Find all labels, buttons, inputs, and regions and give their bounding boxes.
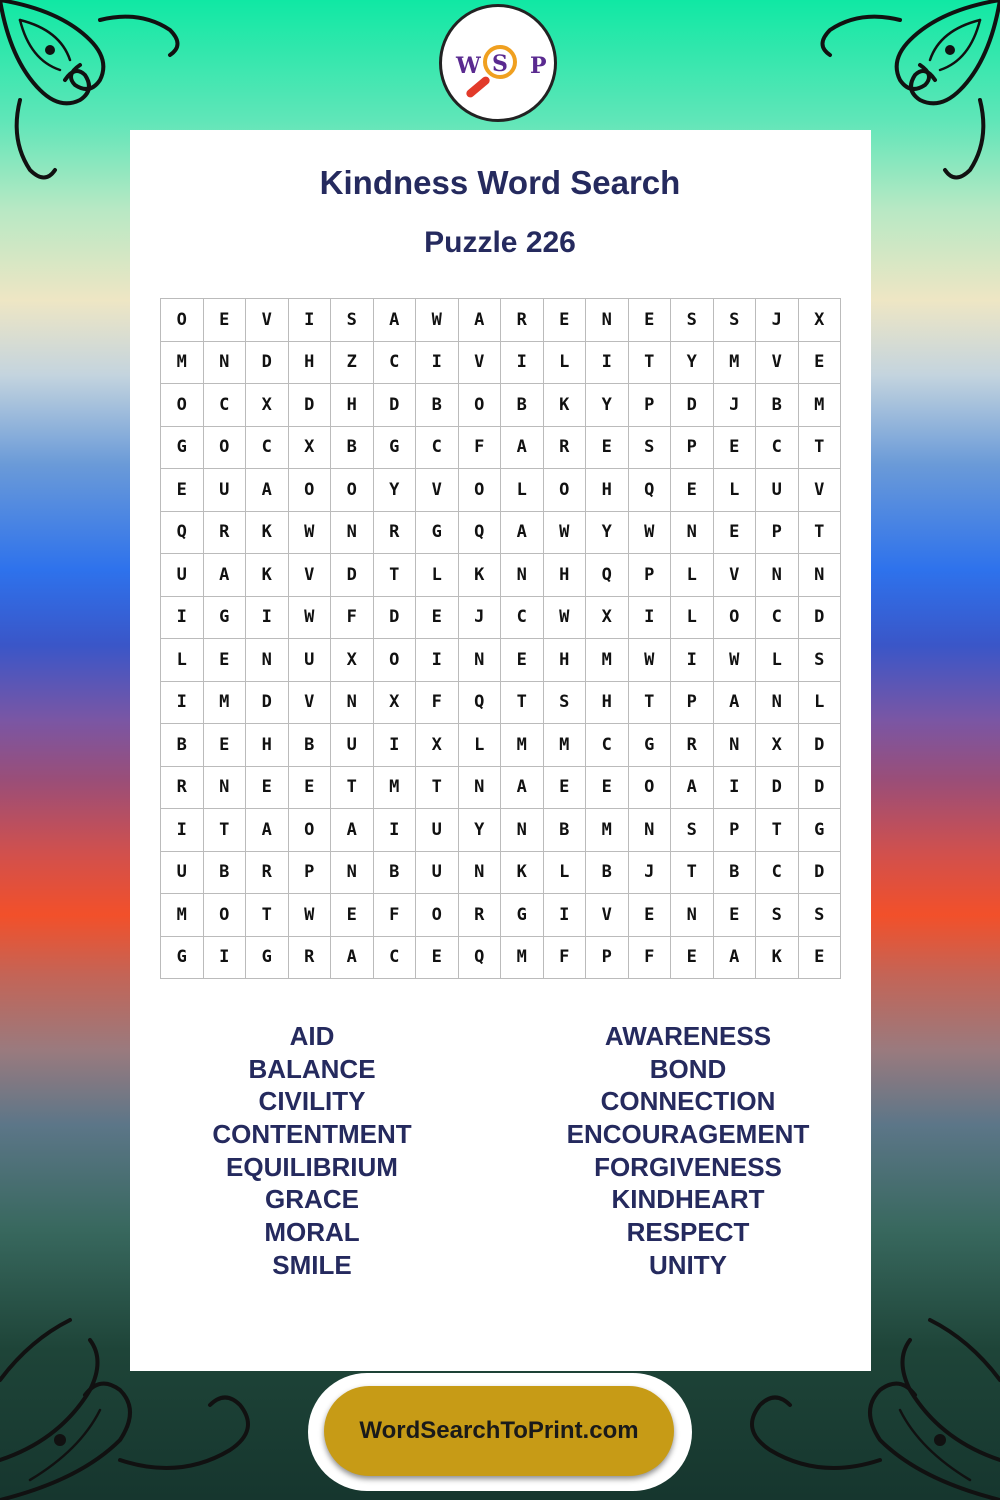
puzzle-number: Puzzle 226 — [424, 226, 576, 259]
grid-cell[interactable]: K — [246, 512, 289, 555]
grid-cell[interactable]: M — [799, 384, 842, 427]
grid-cell[interactable]: M — [374, 767, 417, 810]
word-list-left — [152, 1020, 472, 1282]
grid-cell[interactable]: E — [671, 469, 714, 512]
grid-cell[interactable]: I — [161, 682, 204, 725]
grid-cell[interactable]: U — [416, 809, 459, 852]
grid-cell[interactable]: O — [714, 597, 757, 640]
grid-cell[interactable]: N — [331, 852, 374, 895]
grid-cell[interactable]: E — [246, 767, 289, 810]
grid-cell[interactable]: N — [204, 767, 247, 810]
grid-cell[interactable]: H — [544, 639, 587, 682]
grid-cell[interactable]: O — [204, 427, 247, 470]
grid-cell[interactable]: J — [629, 852, 672, 895]
grid-cell[interactable]: W — [289, 512, 332, 555]
grid-cell[interactable]: N — [459, 639, 502, 682]
grid-cell[interactable]: X — [416, 724, 459, 767]
word-list-item: SMILE — [272, 1249, 352, 1280]
word-list-item: CONNECTION — [600, 1086, 776, 1117]
grid-cell[interactable]: O — [544, 469, 587, 512]
grid-cell[interactable]: N — [459, 767, 502, 810]
grid-cell[interactable]: E — [331, 894, 374, 937]
word-list-item: CONTENTMENT — [212, 1119, 412, 1150]
grid-cell[interactable]: T — [331, 767, 374, 810]
grid-cell[interactable]: D — [246, 682, 289, 725]
grid-cell[interactable]: B — [501, 384, 544, 427]
grid-cell[interactable]: I — [586, 342, 629, 385]
grid-cell[interactable]: P — [289, 852, 332, 895]
grid-cell[interactable]: U — [756, 469, 799, 512]
grid-cell[interactable]: T — [799, 427, 842, 470]
grid-cell[interactable]: B — [289, 724, 332, 767]
site-link-button[interactable]: WordSearchToPrint.com — [324, 1386, 674, 1476]
grid-cell[interactable]: D — [374, 597, 417, 640]
grid-cell[interactable]: U — [331, 724, 374, 767]
grid-cell[interactable]: D — [246, 342, 289, 385]
grid-cell[interactable]: O — [204, 894, 247, 937]
grid-cell[interactable]: A — [501, 767, 544, 810]
grid-cell[interactable]: N — [714, 724, 757, 767]
grid-cell[interactable]: X — [374, 682, 417, 725]
grid-cell[interactable]: A — [671, 767, 714, 810]
grid-cell[interactable]: H — [544, 554, 587, 597]
grid-cell[interactable]: W — [629, 639, 672, 682]
word-list-item: AID — [289, 1021, 335, 1051]
grid-cell[interactable]: L — [671, 554, 714, 597]
grid-cell[interactable]: Y — [586, 512, 629, 555]
grid-cell[interactable]: W — [629, 512, 672, 555]
grid-cell[interactable]: C — [756, 597, 799, 640]
grid-cell[interactable]: M — [501, 724, 544, 767]
grid-cell[interactable]: T — [246, 894, 289, 937]
grid-cell[interactable]: D — [671, 384, 714, 427]
grid-cell[interactable]: A — [204, 554, 247, 597]
logo-letter-s: S — [492, 51, 508, 77]
grid-cell[interactable]: I — [714, 767, 757, 810]
grid-cell[interactable]: S — [544, 682, 587, 725]
grid-cell[interactable]: I — [161, 597, 204, 640]
grid-cell[interactable]: C — [756, 852, 799, 895]
grid-cell[interactable]: S — [714, 299, 757, 342]
grid-cell[interactable]: O — [374, 639, 417, 682]
grid-cell[interactable]: N — [756, 682, 799, 725]
grid-cell[interactable]: C — [416, 427, 459, 470]
grid-cell[interactable]: U — [161, 852, 204, 895]
grid-cell[interactable]: M — [204, 682, 247, 725]
grid-cell[interactable]: O — [459, 384, 502, 427]
grid-cell[interactable]: D — [799, 767, 842, 810]
grid-cell[interactable]: X — [756, 724, 799, 767]
word-list-item: RESPECT — [626, 1217, 750, 1248]
grid-cell[interactable]: U — [289, 639, 332, 682]
grid-cell[interactable]: B — [204, 852, 247, 895]
grid-cell[interactable]: B — [331, 427, 374, 470]
word-list-item: GRACE — [265, 1184, 359, 1215]
word-list-item: ENCOURAGEMENT — [566, 1119, 810, 1150]
grid-cell[interactable]: G — [246, 937, 289, 980]
grid-cell[interactable]: T — [374, 554, 417, 597]
grid-cell[interactable]: N — [501, 809, 544, 852]
grid-cell[interactable]: W — [416, 299, 459, 342]
grid-cell[interactable]: G — [416, 512, 459, 555]
grid-cell[interactable]: M — [586, 639, 629, 682]
grid-cell[interactable]: A — [501, 512, 544, 555]
grid-cell[interactable]: V — [289, 682, 332, 725]
grid-cell[interactable]: P — [629, 554, 672, 597]
grid-cell[interactable]: E — [586, 767, 629, 810]
grid-cell[interactable]: T — [501, 682, 544, 725]
grid-cell[interactable]: R — [671, 724, 714, 767]
grid-cell[interactable]: S — [629, 427, 672, 470]
grid-cell[interactable]: B — [714, 852, 757, 895]
grid-cell[interactable]: T — [756, 809, 799, 852]
logo-letter-w: W — [456, 53, 481, 79]
grid-cell[interactable]: V — [246, 299, 289, 342]
grid-cell[interactable]: E — [416, 597, 459, 640]
grid-cell[interactable]: I — [501, 342, 544, 385]
grid-cell[interactable]: Q — [586, 554, 629, 597]
grid-cell[interactable]: L — [501, 469, 544, 512]
grid-cell[interactable]: S — [331, 299, 374, 342]
grid-cell[interactable]: Y — [459, 809, 502, 852]
word-list-item: KINDHEART — [611, 1184, 765, 1215]
grid-cell[interactable]: N — [331, 682, 374, 725]
grid-cell[interactable]: M — [714, 342, 757, 385]
grid-cell[interactable]: V — [799, 469, 842, 512]
grid-cell[interactable]: E — [714, 427, 757, 470]
grid-cell[interactable]: E — [161, 469, 204, 512]
word-list-item: FORGIVENESS — [594, 1151, 782, 1182]
grid-cell[interactable]: R — [459, 894, 502, 937]
grid-cell[interactable]: R — [374, 512, 417, 555]
grid-cell[interactable]: O — [629, 767, 672, 810]
grid-cell[interactable]: F — [374, 894, 417, 937]
grid-cell[interactable]: F — [331, 597, 374, 640]
page-title: Kindness Word Search — [319, 164, 681, 201]
grid-cell[interactable]: E — [544, 767, 587, 810]
grid-cell[interactable]: S — [799, 894, 842, 937]
grid-cell[interactable]: B — [374, 852, 417, 895]
site-logo[interactable] — [439, 4, 557, 122]
word-list-item: EQUILIBRIUM — [226, 1151, 398, 1182]
grid-cell[interactable]: G — [204, 597, 247, 640]
grid-cell[interactable]: H — [246, 724, 289, 767]
grid-cell[interactable]: D — [289, 384, 332, 427]
grid-cell[interactable]: L — [459, 724, 502, 767]
grid-cell[interactable]: Y — [671, 342, 714, 385]
grid-cell[interactable]: A — [374, 299, 417, 342]
grid-cell[interactable]: N — [331, 512, 374, 555]
grid-cell[interactable]: Q — [161, 512, 204, 555]
grid-cell[interactable]: A — [714, 682, 757, 725]
grid-cell[interactable]: G — [799, 809, 842, 852]
grid-cell[interactable]: Z — [331, 342, 374, 385]
grid-cell[interactable]: S — [756, 894, 799, 937]
grid-cell[interactable]: X — [331, 639, 374, 682]
grid-cell[interactable]: P — [629, 384, 672, 427]
grid-cell[interactable]: B — [756, 384, 799, 427]
word-list-item: BOND — [649, 1053, 727, 1084]
grid-cell[interactable]: B — [586, 852, 629, 895]
grid-cell[interactable]: K — [501, 852, 544, 895]
grid-cell[interactable]: R — [544, 427, 587, 470]
grid-cell[interactable]: D — [331, 554, 374, 597]
word-list-right — [528, 1020, 848, 1282]
grid-cell[interactable]: R — [161, 767, 204, 810]
word-list-item: BALANCE — [248, 1053, 376, 1084]
logo-letter-p: P — [530, 53, 547, 79]
grid-cell[interactable]: H — [331, 384, 374, 427]
grid-cell[interactable]: I — [374, 809, 417, 852]
grid-cell[interactable]: D — [374, 384, 417, 427]
grid-cell[interactable]: M — [544, 724, 587, 767]
grid-cell[interactable]: Y — [374, 469, 417, 512]
letter-grid — [160, 298, 841, 979]
grid-cell[interactable]: H — [586, 682, 629, 725]
grid-cell[interactable]: I — [246, 597, 289, 640]
grid-cell[interactable]: L — [714, 469, 757, 512]
grid-cell[interactable]: D — [799, 724, 842, 767]
grid-cell[interactable]: O — [331, 469, 374, 512]
grid-cell[interactable]: Q — [629, 469, 672, 512]
grid-cell[interactable]: A — [331, 937, 374, 980]
grid-cell[interactable]: S — [799, 639, 842, 682]
grid-cell[interactable]: P — [671, 427, 714, 470]
grid-cell[interactable]: K — [459, 554, 502, 597]
grid-cell[interactable]: U — [161, 554, 204, 597]
word-list-item: CIVILITY — [258, 1086, 366, 1117]
grid-cell[interactable]: T — [416, 767, 459, 810]
grid-cell[interactable]: I — [544, 894, 587, 937]
grid-cell[interactable]: T — [204, 809, 247, 852]
grid-cell[interactable]: C — [374, 342, 417, 385]
grid-cell[interactable]: M — [586, 809, 629, 852]
grid-cell[interactable]: L — [671, 597, 714, 640]
grid-cell[interactable]: O — [289, 809, 332, 852]
grid-cell[interactable]: S — [671, 299, 714, 342]
grid-cell[interactable]: E — [586, 427, 629, 470]
grid-cell[interactable]: T — [629, 342, 672, 385]
grid-cell[interactable]: I — [374, 724, 417, 767]
grid-cell[interactable]: N — [586, 299, 629, 342]
grid-cell[interactable]: T — [671, 852, 714, 895]
grid-cell[interactable]: E — [289, 767, 332, 810]
grid-cell[interactable]: D — [799, 852, 842, 895]
grid-cell[interactable]: W — [714, 639, 757, 682]
grid-cell[interactable]: E — [714, 512, 757, 555]
grid-cell[interactable]: W — [289, 894, 332, 937]
grid-cell[interactable]: U — [416, 852, 459, 895]
grid-cell[interactable]: K — [544, 384, 587, 427]
grid-cell[interactable]: I — [204, 937, 247, 980]
grid-cell[interactable]: J — [756, 299, 799, 342]
grid-cell[interactable]: N — [671, 894, 714, 937]
grid-cell[interactable]: L — [416, 554, 459, 597]
grid-cell[interactable]: L — [544, 342, 587, 385]
grid-cell[interactable]: L — [799, 682, 842, 725]
grid-cell[interactable]: O — [416, 894, 459, 937]
grid-cell[interactable]: G — [161, 427, 204, 470]
grid-cell[interactable]: V — [289, 554, 332, 597]
grid-cell[interactable]: B — [161, 724, 204, 767]
grid-cell[interactable]: P — [756, 512, 799, 555]
grid-cell[interactable]: B — [544, 809, 587, 852]
grid-cell[interactable]: D — [756, 767, 799, 810]
grid-cell[interactable]: G — [501, 894, 544, 937]
grid-cell[interactable]: E — [671, 937, 714, 980]
grid-cell[interactable]: V — [416, 469, 459, 512]
grid-cell[interactable]: I — [289, 299, 332, 342]
grid-cell[interactable]: M — [161, 894, 204, 937]
grid-cell[interactable]: N — [671, 512, 714, 555]
grid-cell[interactable]: I — [629, 597, 672, 640]
grid-cell[interactable]: F — [416, 682, 459, 725]
grid-cell[interactable]: E — [629, 894, 672, 937]
grid-cell[interactable]: I — [161, 809, 204, 852]
grid-cell[interactable]: A — [246, 809, 289, 852]
grid-cell[interactable]: C — [501, 597, 544, 640]
word-list-item: UNITY — [649, 1249, 727, 1280]
grid-cell[interactable]: V — [586, 894, 629, 937]
grid-cell[interactable]: J — [714, 384, 757, 427]
grid-cell[interactable]: M — [161, 342, 204, 385]
grid-cell[interactable]: X — [586, 597, 629, 640]
grid-cell[interactable]: K — [756, 937, 799, 980]
grid-cell[interactable]: F — [544, 937, 587, 980]
grid-cell[interactable]: N — [756, 554, 799, 597]
grid-cell[interactable]: F — [629, 937, 672, 980]
word-list-item: AWARENESS — [604, 1021, 772, 1051]
grid-cell[interactable]: L — [544, 852, 587, 895]
grid-cell[interactable]: J — [459, 597, 502, 640]
grid-cell[interactable]: N — [246, 639, 289, 682]
grid-cell[interactable]: N — [204, 342, 247, 385]
grid-cell[interactable]: D — [799, 597, 842, 640]
grid-cell[interactable]: G — [374, 427, 417, 470]
word-list-item: MORAL — [264, 1217, 360, 1248]
grid-cell[interactable]: O — [161, 384, 204, 427]
grid-cell[interactable]: M — [501, 937, 544, 980]
grid-cell[interactable]: N — [799, 554, 842, 597]
grid-cell[interactable]: C — [586, 724, 629, 767]
grid-cell[interactable]: S — [671, 809, 714, 852]
grid-cell[interactable]: C — [374, 937, 417, 980]
grid-cell[interactable]: A — [459, 299, 502, 342]
grid-cell[interactable]: U — [204, 469, 247, 512]
grid-cell[interactable]: R — [204, 512, 247, 555]
grid-cell[interactable]: E — [544, 299, 587, 342]
grid-cell[interactable]: E — [799, 342, 842, 385]
grid-cell[interactable]: A — [331, 809, 374, 852]
grid-cell[interactable]: V — [459, 342, 502, 385]
grid-cell[interactable]: H — [586, 469, 629, 512]
grid-cell[interactable]: B — [416, 384, 459, 427]
grid-cell[interactable]: I — [416, 342, 459, 385]
grid-cell[interactable]: R — [246, 852, 289, 895]
grid-cell[interactable]: R — [501, 299, 544, 342]
grid-cell[interactable]: X — [289, 427, 332, 470]
grid-cell[interactable]: E — [416, 937, 459, 980]
grid-cell[interactable]: Q — [459, 512, 502, 555]
grid-cell[interactable]: K — [246, 554, 289, 597]
grid-cell[interactable]: C — [246, 427, 289, 470]
grid-cell[interactable]: A — [714, 937, 757, 980]
grid-cell[interactable]: N — [459, 852, 502, 895]
grid-cell[interactable]: N — [501, 554, 544, 597]
grid-cell[interactable]: Q — [459, 937, 502, 980]
grid-cell[interactable]: W — [289, 597, 332, 640]
grid-cell[interactable]: X — [799, 299, 842, 342]
grid-cell[interactable]: N — [629, 809, 672, 852]
grid-cell[interactable]: E — [501, 639, 544, 682]
grid-cell[interactable]: E — [204, 299, 247, 342]
grid-cell[interactable]: E — [204, 639, 247, 682]
grid-cell[interactable]: G — [629, 724, 672, 767]
grid-cell[interactable]: W — [544, 512, 587, 555]
grid-cell[interactable]: G — [161, 937, 204, 980]
grid-cell[interactable]: Q — [459, 682, 502, 725]
grid-cell[interactable]: L — [161, 639, 204, 682]
grid-cell[interactable]: O — [289, 469, 332, 512]
grid-cell[interactable]: V — [756, 342, 799, 385]
grid-cell[interactable]: P — [714, 809, 757, 852]
grid-cell[interactable]: V — [714, 554, 757, 597]
grid-cell[interactable]: H — [289, 342, 332, 385]
grid-cell[interactable]: T — [799, 512, 842, 555]
grid-cell[interactable]: I — [416, 639, 459, 682]
grid-cell[interactable]: C — [756, 427, 799, 470]
grid-cell[interactable]: Y — [586, 384, 629, 427]
grid-cell[interactable]: A — [246, 469, 289, 512]
grid-cell[interactable]: E — [204, 724, 247, 767]
grid-cell[interactable]: L — [756, 639, 799, 682]
grid-cell[interactable]: C — [204, 384, 247, 427]
grid-cell[interactable]: E — [799, 937, 842, 980]
grid-cell[interactable]: F — [459, 427, 502, 470]
grid-cell[interactable]: E — [629, 299, 672, 342]
grid-cell[interactable]: A — [501, 427, 544, 470]
grid-cell[interactable]: I — [671, 639, 714, 682]
grid-cell[interactable]: R — [289, 937, 332, 980]
grid-cell[interactable]: T — [629, 682, 672, 725]
grid-cell[interactable]: W — [544, 597, 587, 640]
grid-cell[interactable]: X — [246, 384, 289, 427]
grid-cell[interactable]: E — [714, 894, 757, 937]
grid-cell[interactable]: O — [459, 469, 502, 512]
grid-cell[interactable]: P — [586, 937, 629, 980]
grid-cell[interactable]: P — [671, 682, 714, 725]
grid-cell[interactable]: O — [161, 299, 204, 342]
